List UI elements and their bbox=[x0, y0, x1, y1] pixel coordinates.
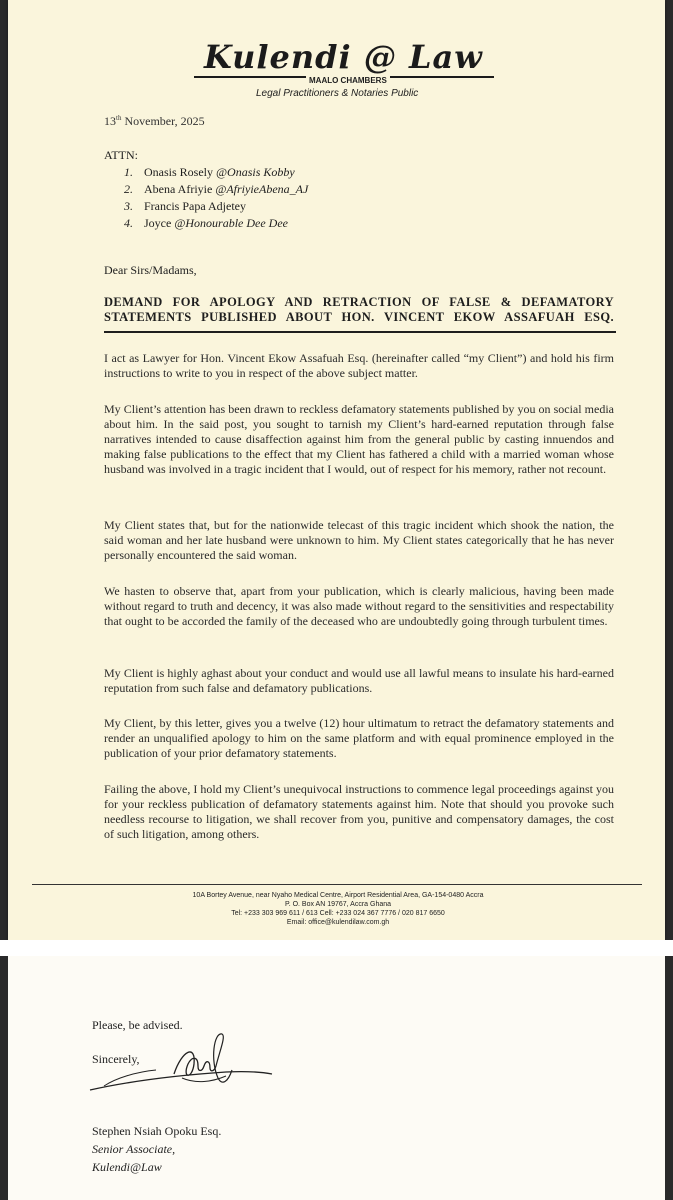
footer-rule bbox=[32, 884, 642, 885]
date-suffix: th bbox=[116, 114, 122, 122]
closing-advised: Please, be advised. bbox=[92, 1018, 183, 1032]
firm-tagline: Legal Practitioners & Notaries Public bbox=[256, 88, 419, 99]
letter-date bbox=[104, 114, 205, 129]
footer-email: Email: office@kulendilaw.com.gh bbox=[286, 919, 390, 926]
body-paragraph: I act as Lawyer for Hon. Vincent Ekow Assafuah Esq. (hereinafter called “my Client”) and hold his firm instructions to write to you in respect of the above subject matter. bbox=[104, 351, 614, 380]
recipient-item bbox=[124, 182, 308, 197]
footer-po-box: P. O. Box AN 19767, Accra Ghana bbox=[284, 901, 392, 908]
recipient-handle: @AfriyieAbena_AJ bbox=[215, 182, 309, 196]
recipient-item bbox=[124, 216, 288, 231]
recipient-handle: @Honourable Dee Dee bbox=[174, 216, 288, 230]
footer-address: 10A Bortey Avenue, near Nyaho Medical Centre, Airport Residential Area, GA-154-0480 Accra bbox=[192, 892, 484, 899]
body-paragraph: My Client’s attention has been drawn to reckless defamatory statements published by you on social media about him. In the said post, you sought to tarnish my Client’s hard-earned reputation through false narratives intended to cause disaffection against him from the general public by casting innuendos and making false publications to the effect that my Client has fathered a child with a married woman whose husband was involved in a tragic incident that I would, out of respect for his memory, rather not recount. bbox=[104, 402, 614, 476]
recipient-handle: @Onasis Kobby bbox=[216, 165, 295, 179]
chambers-name: MAALO CHAMBERS bbox=[306, 76, 390, 85]
date-rest: November, 2025 bbox=[121, 114, 205, 128]
recipient-item bbox=[124, 165, 295, 180]
subject-underline bbox=[104, 331, 616, 333]
page-gap bbox=[0, 940, 673, 956]
signer-title: Senior Associate, bbox=[92, 1142, 176, 1156]
body-paragraph: Failing the above, I hold my Client’s unequivocal instructions to commence legal proceedings against you for your reckless publication of defamatory statements against him. Note that should you provoke such needless recourse to litigation, we shall recover from you, punitive and compensatory damages, the cost of such litigation, among others. bbox=[104, 782, 614, 841]
signature-image bbox=[86, 1020, 276, 1100]
closing-sincerely: Sincerely, bbox=[92, 1052, 140, 1066]
recipient-name: Onasis Rosely bbox=[144, 165, 216, 179]
recipient-number: 1. bbox=[124, 165, 133, 179]
signer-firm: Kulendi@Law bbox=[92, 1160, 162, 1174]
letter-page-2 bbox=[8, 956, 665, 1200]
recipient-name: Francis Papa Adjetey bbox=[144, 199, 246, 213]
recipient-number: 2. bbox=[124, 182, 133, 196]
body-paragraph: We hasten to observe that, apart from your publication, which is clearly malicious, having been made without regard to truth and decency, it was also made without regard to the sensitivities and respectability that ought to be accorded the family of the deceased who are undoubtedly going through turbulent times. bbox=[104, 584, 614, 628]
firm-name: Kulendi @ Law bbox=[204, 38, 483, 76]
letter-page-1 bbox=[8, 0, 665, 940]
body-paragraph: My Client, by this letter, gives you a twelve (12) hour ultimatum to retract the defamatory statements and render an unqualified apology to him on the same platform and with equal prominence employed in the publication of your prior defamatory statements. bbox=[104, 716, 614, 760]
salutation: Dear Sirs/Madams, bbox=[104, 263, 197, 277]
attn-label: ATTN: bbox=[104, 148, 138, 162]
letter-footer bbox=[158, 891, 518, 927]
recipient-name: Joyce bbox=[144, 216, 175, 230]
signer-name: Stephen Nsiah Opoku Esq. bbox=[92, 1124, 222, 1138]
recipient-number: 3. bbox=[124, 199, 133, 213]
footer-phones: Tel: +233 303 969 611 / 613 Cell: +233 024 367 7776 / 020 817 6650 bbox=[231, 910, 445, 917]
subject-heading: DEMAND FOR APOLOGY AND RETRACTION OF FALSE & DEFAMATORY STATEMENTS PUBLISHED ABOUT HON. VINCENT EKOW ASSAFUAH ESQ. bbox=[104, 295, 614, 324]
recipient-name: Abena Afriyie bbox=[144, 182, 216, 196]
body-paragraph: My Client states that, but for the nationwide telecast of this tragic incident which shook the nation, the said woman and her late husband were unknown to him. My Client states categorically that he has never personally encountered the said woman. bbox=[104, 518, 614, 562]
body-paragraph: My Client is highly aghast about your conduct and would use all lawful means to insulate his hard-earned reputation from such false and defamatory publications. bbox=[104, 666, 614, 695]
recipient-item bbox=[124, 199, 246, 214]
date-day: 13 bbox=[104, 114, 116, 128]
recipient-number: 4. bbox=[124, 216, 133, 230]
